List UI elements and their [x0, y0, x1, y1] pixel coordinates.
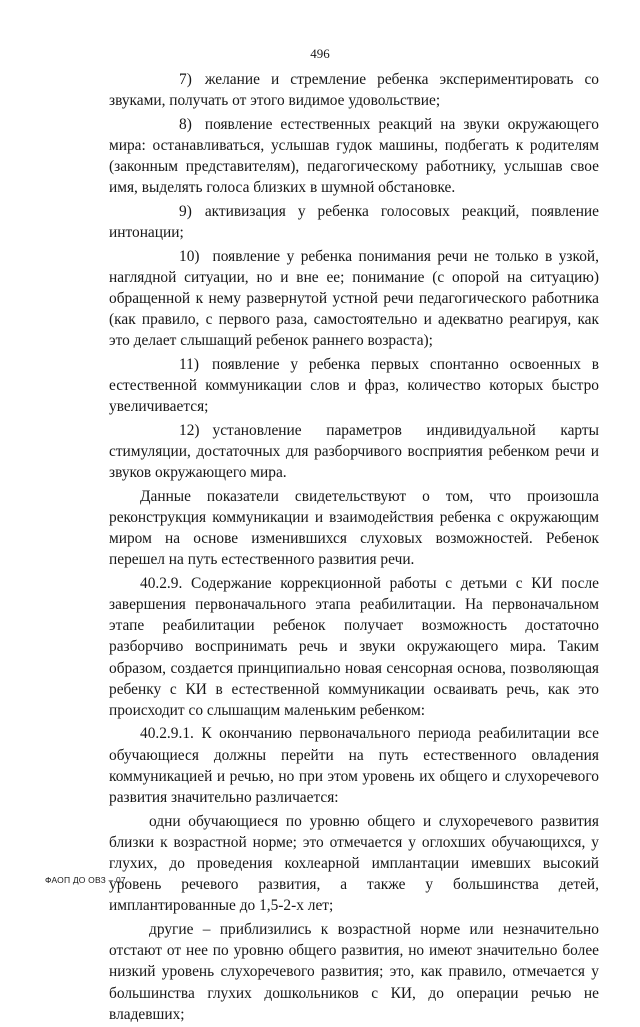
- paragraph-group-one: одни обучающиеся по уровню общего и слухоречевого развития близки к возрастной норме; это отмечается у оглохших обучающихся, у глухих, до проведения кохлеарной имплантации имевших высокий уровень речевого развития, а также у большинства детей, имплантированные до 1,5-2-х лет;: [109, 812, 599, 915]
- item-text: появление у ребенка первых спонтанно освоенных в естественной коммуникации слов и фраз, количество которых быстро увеличивается;: [109, 355, 599, 416]
- item-number: 11): [179, 355, 199, 373]
- item-text: появление у ребенка понимания речи не только в узкой, наглядной ситуации, но и вне ее; понимание (с опорой на ситуацию) обращенной к нему развернутой устной речи педагогического работника (как правило, с первого раза, самостоятельно и адекватно реагируя, как это делает слышащий ребенок раннего возраста);: [109, 247, 599, 350]
- item-text: появление естественных реакций на звуки окружающего мира: останавливаться, услышав гудок машины, подбегать к родителям (законным представителям), педагогическому работнику, услышав свое имя, выделять голоса близких в шумной обстановке.: [109, 115, 599, 197]
- item-number: 9): [179, 202, 192, 220]
- item-number: 12): [179, 421, 200, 439]
- footer-doc-code: ФАОП ДО ОВЗ – 07: [45, 875, 126, 885]
- item-text: желание и стремление ребенка экспериментировать со звуками, получать от этого видимое удовольствие;: [109, 71, 599, 110]
- item-number: 10): [179, 247, 200, 265]
- list-item-10: [109, 246, 599, 352]
- list-item-9: [109, 201, 599, 243]
- paragraph-group-two: другие – приблизились к возрастной норме или незначительно отстают от нее по уровню общего развития, но имеют значительно более низкий уровень слухоречевого развития; это, как правило, отмечается у большинства глухих дошкольников с КИ, до операции речью не владевших;: [109, 920, 599, 1023]
- item-number: 8): [179, 115, 192, 133]
- item-text: активизация у ребенка голосовых реакций, появление интонации;: [109, 202, 599, 242]
- item-text: установление параметров индивидуальной карты стимуляции, достаточных для разборчивого восприятия ребенком речи и звуков окружающего мира.: [109, 421, 599, 482]
- page-number: 496: [310, 46, 330, 61]
- list-item-11: [109, 354, 599, 418]
- item-number: 7): [179, 71, 192, 88]
- list-item-12: [109, 420, 599, 484]
- document-body: [109, 69, 599, 1027]
- paragraph-section-40-2-9: 40.2.9. Содержание коррекционной работы с детьми с КИ после завершения первоначального этапа реабилитации. На первоначальном этапе реабилитации ребенок получает возможность достаточно разборчиво воспринимать речь и звуки окружающего мира. Таким образом, создается принципиально новая сенсорная основа, позволяющая ребенку с КИ в естественной коммуникации осваивать речь, как это происходит со слышащим маленьким ребенком:: [109, 574, 599, 719]
- paragraph-section-40-2-9-1: 40.2.9.1. К окончанию первоначального периода реабилитации все обучающиеся должны перейти на путь естественного овладения коммуникацией и речью, но при этом уровень их общего и слухоречевого развития значительно различается:: [109, 725, 599, 807]
- paragraph-conclusion: Данные показатели свидетельствуют о том, что произошла реконструкция коммуникации и взаимодействия ребенка с окружающим миром на основе изменившихся слуховых возможностей. Ребенок перешел на путь естественного развития речи.: [109, 487, 599, 569]
- list-item-8: [109, 114, 599, 199]
- list-item-7: [109, 69, 599, 111]
